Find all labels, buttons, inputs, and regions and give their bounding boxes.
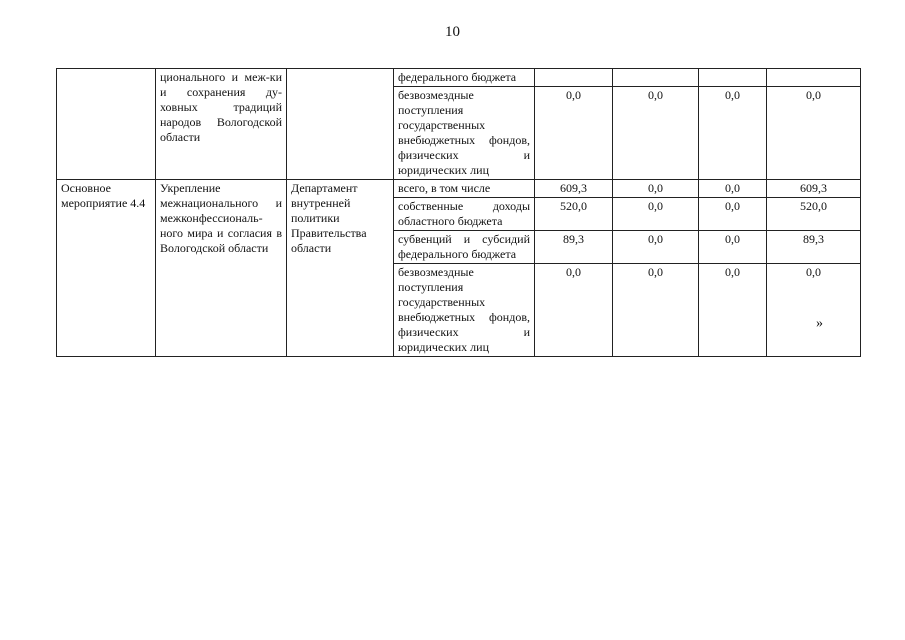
value-cell: 0,0 [613, 264, 699, 357]
main-event-cell: Основное мероприятие 4.4 [57, 180, 156, 357]
value-cell: 0,0 [699, 198, 767, 231]
value-cell [699, 69, 767, 87]
source-cell: всего, в том числе [394, 180, 535, 198]
value-cell: 0,0 [535, 87, 613, 180]
value-cell: 520,0 [767, 198, 861, 231]
event-name-cell: Укрепление межнационального и межконфессиональ-ного мира и согласия в Вологодской области [156, 180, 287, 357]
value-cell: 0,0 [613, 180, 699, 198]
source-cell: субвенций и субсидий федерального бюджета [394, 231, 535, 264]
source-cell: безвозмездные поступления государственных внебюджетных фондов, физических и юридических лиц [394, 264, 535, 357]
source-cell: безвозмездные поступления государственных внебюджетных фондов, физических и юридических лиц [394, 87, 535, 180]
executor-cell [287, 69, 394, 180]
source-cell: собственные доходы областного бюджета [394, 198, 535, 231]
main-event-cell [57, 69, 156, 180]
value-cell: 0,0 [613, 198, 699, 231]
value-cell: 520,0 [535, 198, 613, 231]
value-cell: 89,3 [767, 231, 861, 264]
value-cell: 0,0 [767, 264, 861, 357]
value-cell: 0,0 [699, 264, 767, 357]
value-cell: 89,3 [535, 231, 613, 264]
page-number: 10 [445, 24, 460, 40]
table-row [57, 69, 861, 87]
value-cell: 609,3 [535, 180, 613, 198]
value-cell: 0,0 [699, 231, 767, 264]
value-cell: 0,0 [535, 264, 613, 357]
value-cell: 0,0 [699, 87, 767, 180]
executor-cell: Департамент внутренней политики Правительства области [287, 180, 394, 357]
value-cell [535, 69, 613, 87]
closing-quote-mark: » [816, 316, 823, 331]
value-cell: 0,0 [767, 87, 861, 180]
event-name-cell: ционального и меж-ки и сохранения ду-ховных традиций народов Вологодской области [156, 69, 287, 180]
value-cell: 0,0 [613, 87, 699, 180]
value-cell: 609,3 [767, 180, 861, 198]
source-cell: федерального бюджета [394, 69, 535, 87]
table-row [57, 180, 861, 198]
value-cell: 0,0 [699, 180, 767, 198]
budget-table [56, 68, 861, 357]
value-cell [767, 69, 861, 87]
value-cell: 0,0 [613, 231, 699, 264]
value-cell [613, 69, 699, 87]
